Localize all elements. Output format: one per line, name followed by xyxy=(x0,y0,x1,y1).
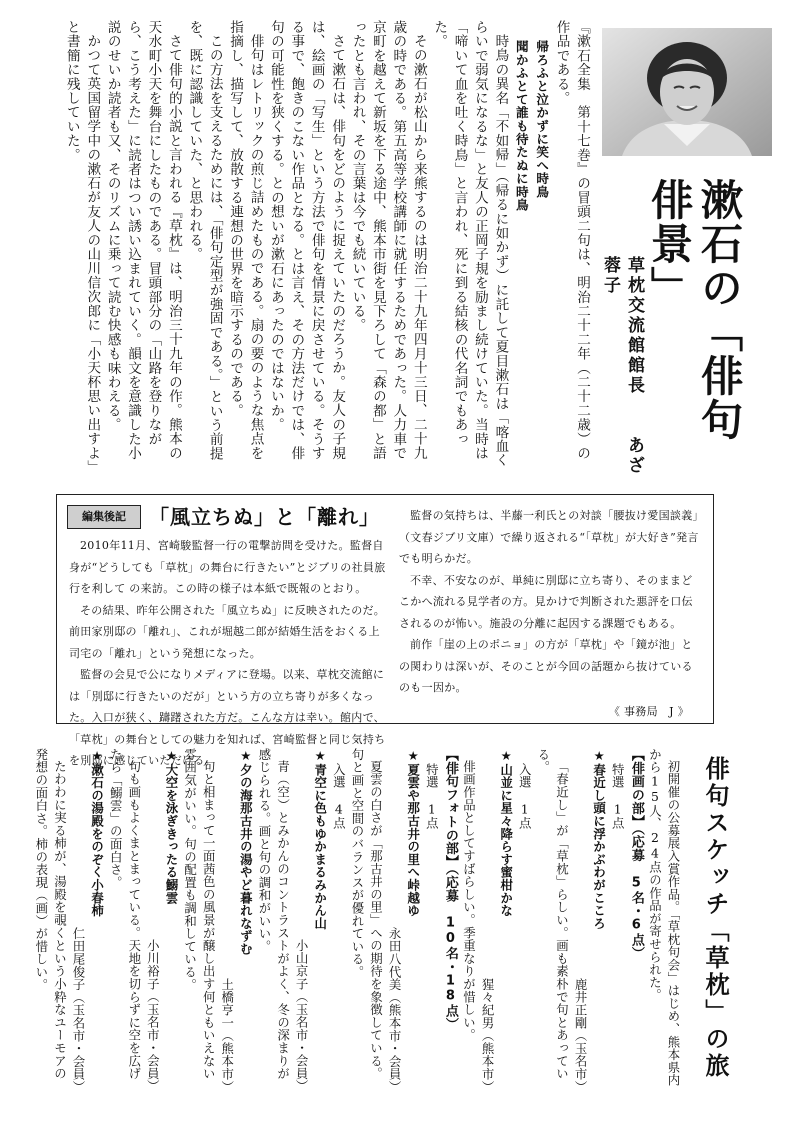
entry-comment: 「春近し」が「草枕」らしい。画も素朴で句とあっている。 xyxy=(535,748,570,1081)
essay-paragraph: かつて英国留学中の漱石が友人の山川信次郎に「小天杯思い出すよ」と書簡に残していた。 xyxy=(63,20,101,467)
painting-section-header: 【俳画の部】（応募 5名・6点） xyxy=(628,748,644,960)
entry-comment: 句と相まって一面茜色の風景が醸し出す何ともいえない雰囲気がいい。句の配置も調和している。 xyxy=(182,748,217,1081)
essay-paragraph: 俳句はレトリックの煎じ詰めたものである。扇の要のような焦点を指摘し、描写して、放散する連想の世界を暗示するのである。 xyxy=(227,20,264,460)
editor-note-column-left xyxy=(69,535,387,772)
award-label: 特選 1点 xyxy=(610,762,626,830)
entry-author: 仁田尾俊子（玉名市・会員） xyxy=(71,926,86,1093)
photo-section-header: 【俳句フォトの部】（応募 10名・18点） xyxy=(442,748,458,1031)
editor-note-tag: 編集後記 xyxy=(67,505,141,529)
author-photo xyxy=(602,28,772,156)
editor-note-title: 「風立ちぬ」と「離れ」 xyxy=(149,505,380,529)
entry-author: 小山京子（玉名市・会員） xyxy=(294,939,310,1093)
entry-author: 鹿井正剛（玉名市） xyxy=(573,977,589,1093)
entry-haiku: ★春近し頭に浮かぶわがこころ xyxy=(591,748,607,930)
entry-comment: たわわに実る柿が、湯殿を覗くという小粋なユーモアの発想の面白さ。柿の表現（画）が惜しい。 xyxy=(33,748,68,1081)
entry-haiku: ★山並に星々降らす蜜柑かな xyxy=(498,748,514,917)
essay-paragraph: さて俳句的小説と言われる『草枕』は、明治三十九年の作。熊本の天水町小天を舞台にしたものである。冒頭部分の「山路を登りながら、こう考えた」に読者はつい誘い込まれていく。韻文を意識した小説のせいか読者も又、そのリズムに乗って読む快感も味わえる。 xyxy=(104,20,182,461)
essay-paragraph: この方法を支えるためには、「俳句定型が強固である。」という前提を、既に認識していた、と思われる。 xyxy=(186,20,223,461)
editor-note-paragraph: 前作「崖の上のポニョ」の方が「草枕」や「鏡が池」との関わりは深いが、そのことが今回の話題から抜けているのも一因か。 xyxy=(399,638,693,694)
entry-haiku: ★夕の海那古井の湯やど暮れなずむ xyxy=(238,748,254,956)
author-byline xyxy=(598,256,646,476)
entry-comment: 俳画作品としてすばらしい。季重なりが惜しい。 xyxy=(461,760,477,1042)
sketch-body xyxy=(33,748,682,1093)
essay-title: 漱石の「俳句俳景」 xyxy=(645,178,744,442)
sketch-intro: 初開催の公募展入賞作品。「草枕句会」はじめ、熊本県内から15人、24点の作品が寄せられた。 xyxy=(647,748,681,1087)
essay-haiku: 聞かふとて誰も待たぬに時鳥 xyxy=(513,40,529,212)
editor-note-paragraph: 2010年11月、宮崎駿監督一行の電撃訪問を受けた。監督自身が“どうしても「草枕」の舞台に行きたい”とジブリの社員旅行を利して の来訪。この時の様子は本紙で既報のとおり。 xyxy=(69,539,386,595)
entry-author: 永田八代美（熊本市・会員） xyxy=(387,926,403,1093)
award-label: 特選 1点 xyxy=(424,762,440,830)
entry-comment: 青（空）とみかんのコントラストがよく、冬の深まりが感じられる。画と句の調和がいい。 xyxy=(256,748,291,1081)
entry-comment: 句も画もよくまとまっている。天地を切らずに空を広げたら「鰯雲」の面白さ。 xyxy=(108,748,142,1081)
entry-comment: 夏雲の白さが「那古井の里」への期待を象徴している。句と画と空間のバランスが優れている。 xyxy=(349,748,384,1081)
essay-paragraph: さて漱石は、俳句をどのように捉えていたのだろうか。友人の子規は、絵画の「写生」という方法で俳句を情景に戻させている。そうする事で、飽きのこない作品となる。とは言え、その方法だけでは、俳句の可能性を狭くする。との想いが漱石にあったのではないか。 xyxy=(267,20,346,461)
entry-author: 小川裕子（玉名市・会員） xyxy=(145,939,161,1093)
editor-note-column-right xyxy=(399,505,703,722)
essay-paragraph: 時鳥の異名「不如帰」（帰るに如かず）に託して夏目漱石は「喀血くらいで弱気になるな」と友人の正岡子規を励まし続けていた。当時は「啼いて血を吐く時鳥」と言われ、死に到る結核の代名詞でもあった。 xyxy=(431,20,509,467)
essay-body xyxy=(38,20,592,472)
entry-author: 土橋亨一（熊本市） xyxy=(219,977,235,1093)
entry-author: 猩々紀男（熊本市） xyxy=(480,977,496,1093)
essay-paragraph: 『漱石全集 第十七巻』の冒頭二句は、明治二十二年（二十二歳）の作品である。 xyxy=(553,20,590,461)
sketch-title: 俳句スケッチ「草枕」の旅 xyxy=(701,756,729,1080)
editor-note-paragraph: その結果、昨年公開された「風立ちぬ」に反映されたのだ。前田家別邸の「離れ」、これが堀越二郎が結婚生活をおくる上司宅の「離れ」という発想になった。 xyxy=(69,603,386,660)
essay-paragraph: その漱石が松山から来熊するのは明治二十九年四月十三日、二十九歳の時である。第五高等学校講師に就任するためであった。人力車で京町を越えて新坂を下る途中、熊本市街を見下ろして「森の都」と語ったとも言われ、その言葉は今でも続いている。 xyxy=(349,20,427,461)
essay-haiku: 帰ろふと泣かずに笑へ時鳥 xyxy=(534,40,550,199)
entry-haiku: ★大空を泳ぎきったる鰯雲 xyxy=(163,748,179,905)
award-label: 入選 4点 xyxy=(331,762,347,830)
portrait-illustration xyxy=(602,28,772,156)
editor-note-signature: 《 事務局 J 》 xyxy=(608,704,689,718)
editor-note-box xyxy=(56,494,714,767)
entry-haiku: ★漱石の湯殿をのぞく小春柿 xyxy=(89,748,105,917)
editor-note-paragraph: 監督の気持ちは、半藤一利氏との対談「腰抜け愛国談義」（文春ジブリ文庫）で繰り返される“「草枕」が大好き”発言でも明らかだ。 xyxy=(399,509,699,565)
author-name: あざ蓉子 xyxy=(600,256,644,476)
award-label: 入選 1点 xyxy=(517,762,533,830)
editor-note-paragraph: 不幸、不安なのが、単純に別邸に立ち寄り、そのままどこかへ流れる見学者の方。見かけで判断された悪評を口伝されるのが怖い。施設の分離に起因する課題でもある。 xyxy=(399,573,693,630)
entry-haiku: ★青空に色もゆかまるみかん山 xyxy=(312,748,328,930)
entry-haiku: ★夏雲や那古井の里へ峠越ゆ xyxy=(405,748,421,917)
author-role: 草枕交流館館長 xyxy=(624,256,644,396)
editor-note-paragraph: 監督の会見で公になりメディアに登場。以来、草枕交流館には「別邸に行きたいのだが」という方の立ち寄りが多くなった。入口が狭く、躊躇された方だ。こんな方は幸い。館内で、「草枕」の舞台としての魅力を知れば、宮崎監督と同じ気持ちを別邸に感じていただける。 xyxy=(69,668,386,767)
